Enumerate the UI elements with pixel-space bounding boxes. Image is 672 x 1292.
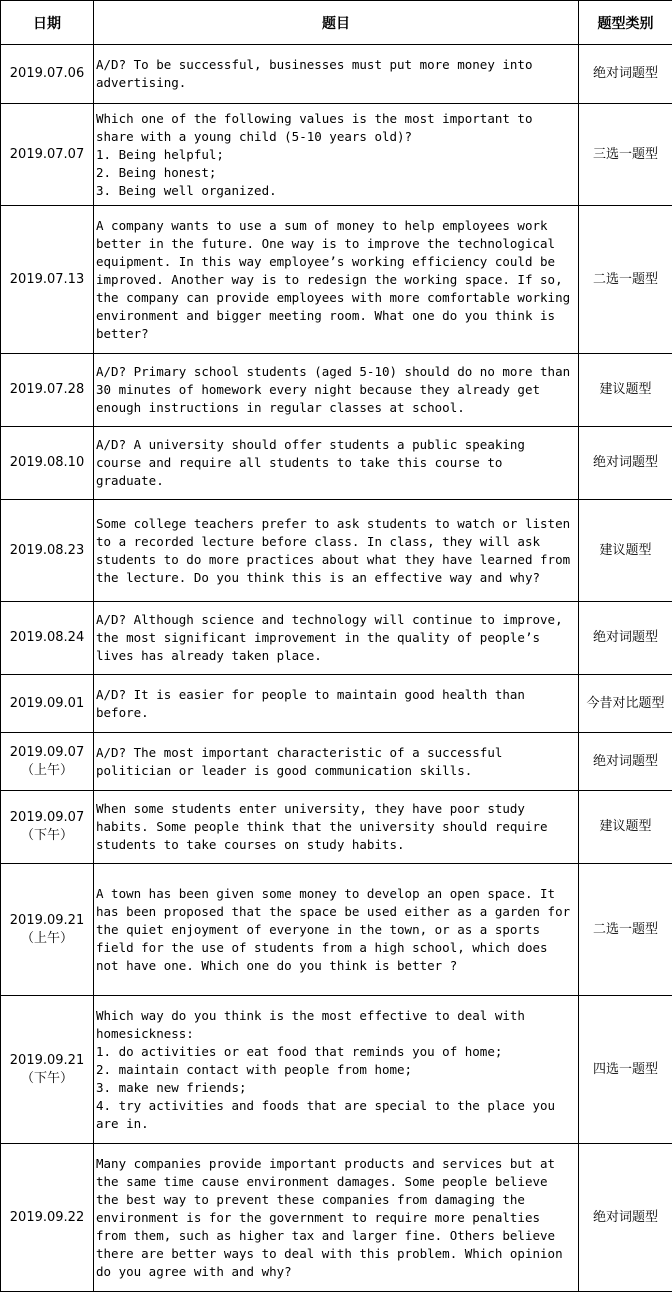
topic-cell: A/D? Primary school students (aged 5-10) should do no more than 30 minutes of homework every night because they already get enough instructions in regular classes at school. [94, 354, 579, 427]
date-header: 日期 [1, 1, 94, 45]
date-cell [1, 206, 94, 354]
date-cell [1, 602, 94, 675]
table-row [1, 427, 672, 500]
type-cell: 今昔对比题型 [579, 675, 672, 733]
topic-header: 题目 [94, 1, 579, 45]
table-row [1, 791, 672, 864]
table-row [1, 996, 672, 1144]
type-cell: 四选一题型 [579, 996, 672, 1144]
table-row [1, 602, 672, 675]
table-row [1, 500, 672, 602]
date-cell [1, 500, 94, 602]
date-value: 2019.09.01 [2, 695, 92, 713]
date-value: 2019.08.23 [2, 542, 92, 560]
date-value: 2019.09.21 [2, 1052, 92, 1070]
date-value: 2019.09.21 [2, 912, 92, 930]
topic-cell: Some college teachers prefer to ask students to watch or listen to a recorded lecture before class. In class, they will ask students to do more practices about what they have learned from the lecture. Do you think this is an effective way and why? [94, 500, 579, 602]
topic-cell: Which one of the following values is the most important to share with a young child (5-10 years old)? 1. Being helpful; 2. Being honest; 3. Being well organized. [94, 104, 579, 206]
topic-cell: A/D? It is easier for people to maintain good health than before. [94, 675, 579, 733]
date-cell [1, 996, 94, 1144]
type-cell: 绝对词题型 [579, 427, 672, 500]
type-cell: 绝对词题型 [579, 1144, 672, 1292]
date-value: 2019.08.10 [2, 454, 92, 472]
table-row [1, 675, 672, 733]
date-cell [1, 864, 94, 996]
type-cell: 二选一题型 [579, 864, 672, 996]
date-note: （上午） [2, 930, 92, 948]
date-cell [1, 104, 94, 206]
topic-cell: A/D? A university should offer students a public speaking course and require all students to take this course to graduate. [94, 427, 579, 500]
date-note: （下午） [2, 1070, 92, 1088]
date-cell [1, 1144, 94, 1292]
topic-cell: When some students enter university, they have poor study habits. Some people think that the university should require students to take courses on study habits. [94, 791, 579, 864]
type-cell: 建议题型 [579, 354, 672, 427]
type-cell: 绝对词题型 [579, 45, 672, 104]
type-cell: 绝对词题型 [579, 733, 672, 791]
date-cell [1, 45, 94, 104]
date-value: 2019.09.22 [2, 1209, 92, 1227]
type-header: 题型类别 [579, 1, 672, 45]
topic-cell: A/D? To be successful, businesses must put more money into advertising. [94, 45, 579, 104]
date-value: 2019.07.28 [2, 381, 92, 399]
topic-cell: A company wants to use a sum of money to help employees work better in the future. One way is to improve the technological equipment. In this way employee’s working efficiency could be improved. Another way is to redesign the working space. If so, the company can provide employees with more comfortable working environment and bigger meeting room. What one do you think is better? [94, 206, 579, 354]
date-cell [1, 733, 94, 791]
date-cell [1, 354, 94, 427]
topic-cell: A town has been given some money to develop an open space. It has been proposed that the space be used either as a garden for the quiet enjoyment of everyone in the town, or as a sports field for the use of students from a high school, which does not have one. Which one do you think is better ? [94, 864, 579, 996]
topic-cell: Which way do you think is the most effective to deal with homesickness: 1. do activities or eat food that reminds you of home; 2. maintain contact with people from home; 3. make new friends; 4. try activities and foods that are special to the place you are in. [94, 996, 579, 1144]
header-row [1, 1, 672, 45]
type-cell: 二选一题型 [579, 206, 672, 354]
type-cell: 建议题型 [579, 500, 672, 602]
date-cell [1, 427, 94, 500]
topic-cell: A/D? Although science and technology will continue to improve, the most significant improvement in the quality of people’s lives has already taken place. [94, 602, 579, 675]
date-value: 2019.07.06 [2, 65, 92, 83]
table-row [1, 45, 672, 104]
table-row [1, 1144, 672, 1292]
table-row [1, 733, 672, 791]
date-note: （下午） [2, 827, 92, 845]
date-value: 2019.09.07 [2, 809, 92, 827]
type-cell: 三选一题型 [579, 104, 672, 206]
date-cell [1, 675, 94, 733]
date-value: 2019.08.24 [2, 629, 92, 647]
topic-cell: A/D? The most important characteristic of a successful politician or leader is good communication skills. [94, 733, 579, 791]
type-cell: 建议题型 [579, 791, 672, 864]
topic-cell: Many companies provide important products and services but at the same time cause environment damages. Some people believe the best way to prevent these companies from damaging the environment is for the government to require more penalties from them, such as higher tax and larger fine. Others believe there are better ways to deal with this problem. Which opinion do you agree with and why? [94, 1144, 579, 1292]
type-cell: 绝对词题型 [579, 602, 672, 675]
table-row [1, 354, 672, 427]
table-row [1, 206, 672, 354]
table-row [1, 104, 672, 206]
table-row [1, 864, 672, 996]
date-value: 2019.07.13 [2, 271, 92, 289]
date-cell [1, 791, 94, 864]
date-note: （上午） [2, 762, 92, 780]
date-value: 2019.07.07 [2, 146, 92, 164]
date-value: 2019.09.07 [2, 744, 92, 762]
